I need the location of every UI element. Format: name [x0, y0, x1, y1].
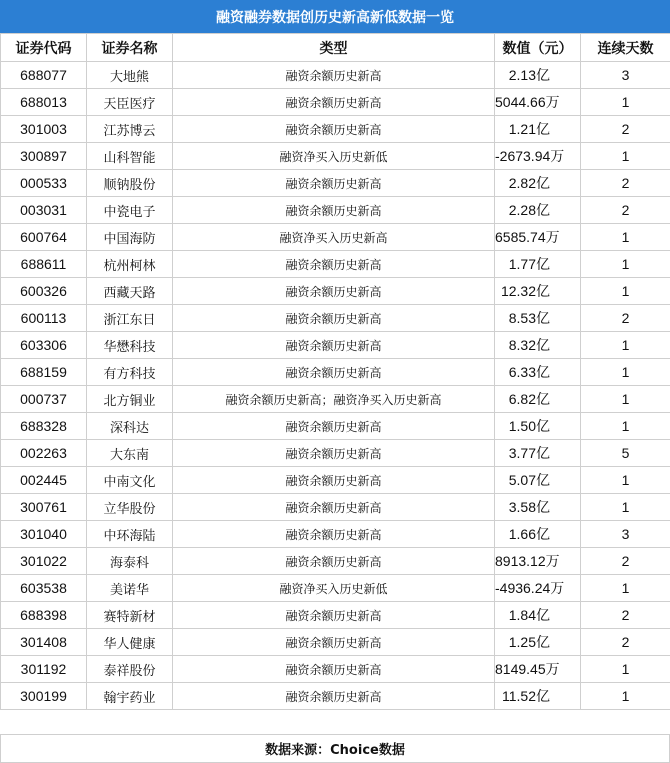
cell-value: 3.77亿 [495, 440, 581, 467]
cell-days: 1 [581, 89, 670, 116]
cell-code: 688013 [1, 89, 87, 116]
cell-code: 002263 [1, 440, 87, 467]
cell-name: 顺钠股份 [87, 170, 173, 197]
cell-name: 北方铜业 [87, 386, 173, 413]
table-row [1, 683, 670, 710]
table-row [1, 440, 670, 467]
cell-name: 浙江东日 [87, 305, 173, 332]
table-row [1, 386, 670, 413]
cell-value: 1.50亿 [495, 413, 581, 440]
cell-name: 中环海陆 [87, 521, 173, 548]
cell-days: 2 [581, 170, 670, 197]
cell-value: 8913.12万 [495, 548, 581, 575]
header-type: 类型 [173, 34, 495, 62]
cell-code: 301408 [1, 629, 87, 656]
table-row [1, 332, 670, 359]
cell-code: 301040 [1, 521, 87, 548]
cell-value: -2673.94万 [495, 143, 581, 170]
cell-name: 美诺华 [87, 575, 173, 602]
cell-code: 003031 [1, 197, 87, 224]
cell-type: 融资净买入历史新低 [173, 143, 495, 170]
table-row [1, 305, 670, 332]
table-row [1, 548, 670, 575]
cell-code: 600326 [1, 278, 87, 305]
cell-type: 融资余额历史新高 [173, 305, 495, 332]
table-row [1, 251, 670, 278]
cell-days: 1 [581, 494, 670, 521]
table-row [1, 197, 670, 224]
cell-name: 深科达 [87, 413, 173, 440]
table-row [1, 116, 670, 143]
table-row [1, 89, 670, 116]
cell-type: 融资净买入历史新高 [173, 224, 495, 251]
table-body [1, 62, 670, 710]
cell-name: 华人健康 [87, 629, 173, 656]
cell-code: 688159 [1, 359, 87, 386]
cell-type: 融资余额历史新高 [173, 467, 495, 494]
table-row [1, 629, 670, 656]
table-row [1, 143, 670, 170]
cell-name: 江苏博云 [87, 116, 173, 143]
cell-days: 1 [581, 386, 670, 413]
cell-type: 融资余额历史新高 [173, 413, 495, 440]
cell-type: 融资余额历史新高 [173, 278, 495, 305]
table-row [1, 656, 670, 683]
cell-type: 融资余额历史新高 [173, 359, 495, 386]
cell-value: 2.13亿 [495, 62, 581, 89]
cell-code: 688077 [1, 62, 87, 89]
cell-code: 301192 [1, 656, 87, 683]
cell-name: 立华股份 [87, 494, 173, 521]
cell-code: 300897 [1, 143, 87, 170]
cell-code: 688611 [1, 251, 87, 278]
table-row [1, 467, 670, 494]
header-row [1, 34, 670, 62]
cell-days: 2 [581, 116, 670, 143]
cell-name: 大地熊 [87, 62, 173, 89]
cell-type: 融资余额历史新高 [173, 89, 495, 116]
cell-code: 000533 [1, 170, 87, 197]
cell-code: 600764 [1, 224, 87, 251]
cell-name: 山科智能 [87, 143, 173, 170]
table-row [1, 575, 670, 602]
cell-code: 300761 [1, 494, 87, 521]
cell-code: 002445 [1, 467, 87, 494]
cell-value: 6585.74万 [495, 224, 581, 251]
cell-type: 融资余额历史新高 [173, 116, 495, 143]
cell-value: 11.52亿 [495, 683, 581, 710]
source-footer [0, 734, 670, 763]
cell-value: 5.07亿 [495, 467, 581, 494]
cell-value: 6.82亿 [495, 386, 581, 413]
cell-days: 2 [581, 548, 670, 575]
cell-name: 中国海防 [87, 224, 173, 251]
cell-code: 600113 [1, 305, 87, 332]
cell-code: 000737 [1, 386, 87, 413]
cell-value: -4936.24万 [495, 575, 581, 602]
cell-value: 1.84亿 [495, 602, 581, 629]
cell-days: 1 [581, 359, 670, 386]
cell-days: 2 [581, 602, 670, 629]
cell-type: 融资余额历史新高 [173, 440, 495, 467]
cell-days: 5 [581, 440, 670, 467]
cell-days: 1 [581, 467, 670, 494]
cell-value: 8.53亿 [495, 305, 581, 332]
cell-name: 有方科技 [87, 359, 173, 386]
cell-name: 赛特新材 [87, 602, 173, 629]
cell-type: 融资余额历史新高 [173, 197, 495, 224]
cell-type: 融资余额历史新高 [173, 683, 495, 710]
cell-days: 1 [581, 143, 670, 170]
cell-name: 大东南 [87, 440, 173, 467]
cell-days: 2 [581, 629, 670, 656]
table-title: 融资融券数据创历史新高新低数据一览 [216, 9, 454, 26]
header-name: 证券名称 [87, 34, 173, 62]
cell-days: 2 [581, 197, 670, 224]
cell-type: 融资余额历史新高；融资净买入历史新高 [173, 386, 495, 413]
cell-type: 融资余额历史新高 [173, 548, 495, 575]
cell-value: 1.21亿 [495, 116, 581, 143]
table-title-bar [0, 0, 670, 33]
cell-code: 300199 [1, 683, 87, 710]
table-row [1, 494, 670, 521]
cell-type: 融资余额历史新高 [173, 251, 495, 278]
cell-value: 1.25亿 [495, 629, 581, 656]
cell-days: 1 [581, 656, 670, 683]
cell-name: 杭州柯林 [87, 251, 173, 278]
cell-code: 301022 [1, 548, 87, 575]
cell-name: 天臣医疗 [87, 89, 173, 116]
cell-days: 1 [581, 683, 670, 710]
cell-days: 1 [581, 251, 670, 278]
table-row [1, 602, 670, 629]
cell-type: 融资余额历史新高 [173, 170, 495, 197]
cell-days: 1 [581, 278, 670, 305]
cell-days: 3 [581, 62, 670, 89]
cell-name: 中瓷电子 [87, 197, 173, 224]
table-row [1, 224, 670, 251]
cell-value: 6.33亿 [495, 359, 581, 386]
cell-days: 1 [581, 413, 670, 440]
cell-type: 融资余额历史新高 [173, 629, 495, 656]
cell-value: 1.66亿 [495, 521, 581, 548]
cell-type: 融资余额历史新高 [173, 521, 495, 548]
cell-value: 2.28亿 [495, 197, 581, 224]
cell-days: 1 [581, 332, 670, 359]
cell-name: 华懋科技 [87, 332, 173, 359]
table-row [1, 278, 670, 305]
cell-type: 融资余额历史新高 [173, 494, 495, 521]
cell-code: 688328 [1, 413, 87, 440]
table-row [1, 62, 670, 89]
cell-type: 融资余额历史新高 [173, 62, 495, 89]
cell-value: 8.32亿 [495, 332, 581, 359]
header-code: 证券代码 [1, 34, 87, 62]
margin-trading-table [0, 33, 670, 710]
table-header [1, 34, 670, 62]
table-row [1, 521, 670, 548]
cell-code: 603306 [1, 332, 87, 359]
cell-value: 5044.66万 [495, 89, 581, 116]
cell-name: 泰祥股份 [87, 656, 173, 683]
cell-name: 西藏天路 [87, 278, 173, 305]
cell-type: 融资净买入历史新低 [173, 575, 495, 602]
cell-type: 融资余额历史新高 [173, 332, 495, 359]
cell-name: 翰宇药业 [87, 683, 173, 710]
cell-days: 1 [581, 575, 670, 602]
cell-days: 2 [581, 305, 670, 332]
cell-value: 3.58亿 [495, 494, 581, 521]
table-row [1, 359, 670, 386]
cell-name: 海泰科 [87, 548, 173, 575]
cell-value: 1.77亿 [495, 251, 581, 278]
cell-code: 603538 [1, 575, 87, 602]
cell-value: 12.32亿 [495, 278, 581, 305]
cell-code: 688398 [1, 602, 87, 629]
table-row [1, 413, 670, 440]
header-days: 连续天数 [581, 34, 670, 62]
cell-days: 3 [581, 521, 670, 548]
cell-type: 融资余额历史新高 [173, 656, 495, 683]
table-row [1, 170, 670, 197]
cell-days: 1 [581, 224, 670, 251]
cell-code: 301003 [1, 116, 87, 143]
header-value: 数值（元） [495, 34, 581, 62]
cell-value: 2.82亿 [495, 170, 581, 197]
cell-type: 融资余额历史新高 [173, 602, 495, 629]
source-text: 数据来源：Choice数据 [265, 743, 405, 758]
cell-name: 中南文化 [87, 467, 173, 494]
cell-value: 8149.45万 [495, 656, 581, 683]
